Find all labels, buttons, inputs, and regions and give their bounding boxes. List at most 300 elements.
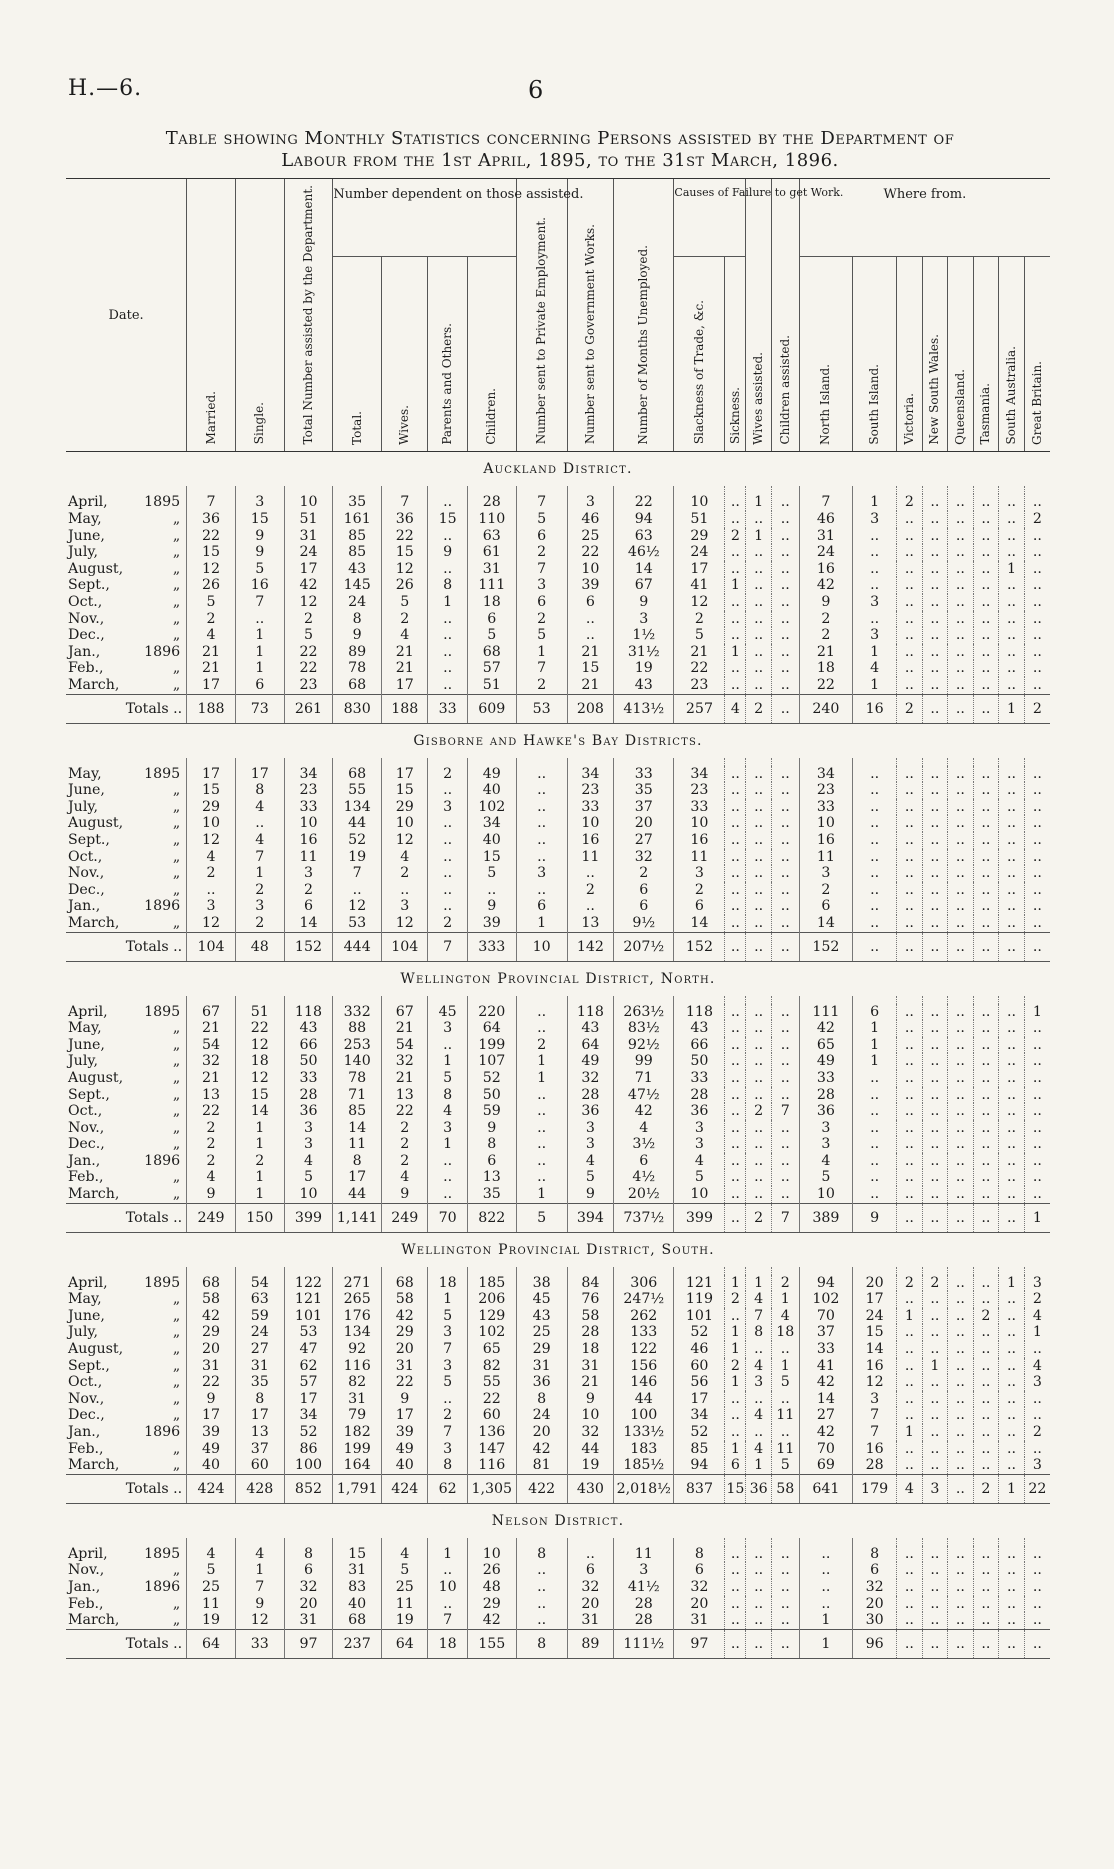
value-cell: ..: [897, 1579, 923, 1596]
value-cell: 78: [333, 660, 382, 677]
total-value-cell: 33: [235, 1629, 284, 1658]
value-cell: 1: [853, 494, 897, 511]
value-cell: 8: [516, 1546, 567, 1563]
value-cell: 42: [799, 1020, 852, 1037]
value-cell: ..: [799, 1579, 852, 1596]
total-value-cell: 15: [725, 1474, 746, 1503]
value-cell: ..: [973, 1324, 999, 1341]
spacer-cell: [567, 486, 613, 494]
value-cell: 1½: [614, 627, 674, 644]
value-cell: 1: [235, 1562, 284, 1579]
value-cell: 32: [567, 1579, 613, 1596]
spacer-cell: [567, 1267, 613, 1275]
value-cell: ..: [516, 1562, 567, 1579]
table-row: [66, 1358, 1050, 1375]
value-cell: 41: [799, 1358, 852, 1375]
total-value-cell: 179: [853, 1474, 897, 1503]
value-cell: ..: [725, 898, 746, 915]
value-cell: 28: [467, 494, 516, 511]
spacer-cell: [948, 996, 974, 1004]
value-cell: 46: [674, 1341, 725, 1358]
table-title-line-1: Table showing Monthly Statistics concerning Persons assisted by the Department of: [165, 128, 955, 149]
value-cell: ..: [853, 915, 897, 932]
spacer-cell: [467, 486, 516, 494]
value-cell: ..: [897, 660, 923, 677]
value-cell: 2: [674, 882, 725, 899]
value-cell: 1: [771, 1358, 799, 1375]
value-cell: 9: [382, 1391, 428, 1408]
spacer-row: [66, 486, 1050, 494]
value-cell: ..: [725, 782, 746, 799]
value-cell: ..: [725, 865, 746, 882]
spacer-cell: [235, 1538, 284, 1546]
value-cell: 3: [799, 1136, 852, 1153]
value-cell: ..: [746, 766, 772, 783]
value-cell: 2: [382, 611, 428, 628]
value-cell: ..: [948, 627, 974, 644]
value-cell: ..: [999, 1441, 1025, 1458]
value-cell: ..: [973, 849, 999, 866]
value-cell: 145: [333, 577, 382, 594]
table-row: [66, 1103, 1050, 1120]
value-cell: ..: [187, 882, 236, 899]
value-cell: ..: [948, 1291, 974, 1308]
value-cell: 4: [1024, 1308, 1050, 1325]
value-cell: 2: [187, 1136, 236, 1153]
value-cell: ..: [746, 832, 772, 849]
value-cell: ..: [746, 799, 772, 816]
value-cell: ..: [999, 1407, 1025, 1424]
table-row: [66, 1374, 1050, 1391]
value-cell: 49: [567, 1053, 613, 1070]
value-cell: 22: [284, 644, 333, 661]
value-cell: 18: [799, 660, 852, 677]
value-cell: ..: [897, 915, 923, 932]
value-cell: ..: [999, 849, 1025, 866]
month-cell: August,: [68, 560, 124, 577]
value-cell: 7: [428, 1341, 467, 1358]
value-cell: ..: [973, 1037, 999, 1054]
value-cell: 18: [771, 1324, 799, 1341]
value-cell: ..: [746, 915, 772, 932]
col-parents: [428, 256, 467, 452]
value-cell: 22: [614, 494, 674, 511]
value-cell: 1: [516, 1053, 567, 1070]
total-value-cell: 8: [516, 1629, 567, 1658]
value-cell: 101: [284, 1308, 333, 1325]
value-cell: 5: [187, 1562, 236, 1579]
table-row: [66, 660, 1050, 677]
value-cell: 2: [428, 1407, 467, 1424]
year-cell: 1895: [144, 1545, 181, 1562]
value-cell: 3: [567, 494, 613, 511]
value-cell: 11: [771, 1441, 799, 1458]
col-wives-label: Wives.: [397, 404, 412, 445]
value-cell: 42: [382, 1308, 428, 1325]
value-cell: ..: [746, 577, 772, 594]
value-cell: ..: [948, 1308, 974, 1325]
value-cell: ..: [853, 882, 897, 899]
spacer-cell: [973, 996, 999, 1004]
value-cell: 27: [235, 1341, 284, 1358]
district-heading-row: [66, 1232, 1050, 1267]
value-cell: 31: [799, 528, 852, 545]
value-cell: ..: [999, 594, 1025, 611]
value-cell: ..: [897, 528, 923, 545]
value-cell: 44: [333, 1186, 382, 1203]
value-cell: ..: [725, 1407, 746, 1424]
year-cell: 1896: [144, 898, 181, 915]
spacer-cell: [382, 486, 428, 494]
value-cell: 2: [674, 611, 725, 628]
value-cell: 36: [382, 511, 428, 528]
value-cell: 21: [567, 644, 613, 661]
value-cell: ..: [897, 1596, 923, 1613]
value-cell: 71: [333, 1087, 382, 1104]
value-cell: ..: [771, 815, 799, 832]
spacer-cell: [1024, 758, 1050, 766]
district-name: Wellington Provincial District, North.: [400, 970, 716, 987]
value-cell: 5: [771, 1457, 799, 1474]
spacer-cell: [187, 996, 236, 1004]
value-cell: 22: [187, 1103, 236, 1120]
table-row: [66, 1612, 1050, 1629]
value-cell: ..: [725, 1169, 746, 1186]
value-cell: 110: [467, 511, 516, 528]
totals-row: [66, 932, 1050, 961]
year-cell: „: [172, 527, 181, 544]
spacer-cell: [799, 996, 852, 1004]
value-cell: 6: [516, 594, 567, 611]
value-cell: ..: [1024, 660, 1050, 677]
value-cell: ..: [516, 1004, 567, 1021]
value-cell: 94: [799, 1275, 852, 1292]
value-cell: 156: [614, 1358, 674, 1375]
value-cell: 11: [187, 1596, 236, 1613]
month-cell: April,: [68, 494, 108, 511]
spacer-cell: [1024, 996, 1050, 1004]
spacer-cell: [897, 486, 923, 494]
year-cell: „: [172, 1341, 181, 1358]
value-cell: ..: [428, 782, 467, 799]
value-cell: ..: [897, 1120, 923, 1137]
value-cell: 33: [567, 799, 613, 816]
value-cell: 2: [725, 1358, 746, 1375]
value-cell: ..: [948, 882, 974, 899]
col-govt: [567, 179, 613, 452]
value-cell: ..: [922, 1186, 948, 1203]
value-cell: ..: [999, 1308, 1025, 1325]
value-cell: 5: [516, 627, 567, 644]
value-cell: ..: [771, 782, 799, 799]
value-cell: ..: [897, 1341, 923, 1358]
value-cell: ..: [922, 1087, 948, 1104]
value-cell: 21: [567, 1374, 613, 1391]
table-title-line-2: Labour from the 1st April, 1895, to the 31st March, 1896.: [281, 150, 839, 171]
value-cell: ..: [999, 782, 1025, 799]
value-cell: ..: [948, 544, 974, 561]
value-cell: ..: [725, 915, 746, 932]
value-cell: ..: [973, 782, 999, 799]
value-cell: ..: [567, 627, 613, 644]
value-cell: 1: [746, 528, 772, 545]
value-cell: 3: [674, 1120, 725, 1137]
value-cell: ..: [897, 1374, 923, 1391]
value-cell: ..: [516, 1136, 567, 1153]
value-cell: 2: [799, 882, 852, 899]
value-cell: ..: [897, 1562, 923, 1579]
value-cell: 10: [799, 1186, 852, 1203]
value-cell: ..: [897, 1407, 923, 1424]
value-cell: 2: [187, 865, 236, 882]
value-cell: 262: [614, 1308, 674, 1325]
value-cell: ..: [516, 1153, 567, 1170]
total-value-cell: 33: [428, 694, 467, 723]
value-cell: ..: [746, 1391, 772, 1408]
value-cell: 164: [333, 1457, 382, 1474]
value-cell: 31: [235, 1358, 284, 1375]
district-name: Wellington Provincial District, South.: [401, 1241, 715, 1258]
value-cell: ..: [999, 577, 1025, 594]
value-cell: 68: [467, 644, 516, 661]
spacer-cell: [284, 758, 333, 766]
value-cell: 21: [382, 644, 428, 661]
value-cell: 220: [467, 1004, 516, 1021]
value-cell: 6: [853, 1004, 897, 1021]
value-cell: ..: [746, 1562, 772, 1579]
spacer-cell: [136, 1267, 187, 1275]
value-cell: 102: [799, 1291, 852, 1308]
value-cell: 3: [853, 511, 897, 528]
value-cell: ..: [771, 511, 799, 528]
col-private: [516, 179, 567, 452]
value-cell: 12: [333, 898, 382, 915]
total-value-cell: 430: [567, 1474, 613, 1503]
value-cell: 4: [187, 1169, 236, 1186]
table-row: [66, 644, 1050, 661]
value-cell: ..: [1024, 1103, 1050, 1120]
value-cell: 3: [235, 898, 284, 915]
value-cell: 43: [614, 677, 674, 694]
value-cell: ..: [428, 1562, 467, 1579]
totals-label: Totals ..: [66, 1203, 187, 1232]
value-cell: ..: [853, 815, 897, 832]
col-slackness: [674, 256, 725, 452]
value-cell: ..: [746, 1136, 772, 1153]
value-cell: ..: [746, 1169, 772, 1186]
value-cell: 6: [614, 1153, 674, 1170]
spacer-cell: [999, 758, 1025, 766]
spacer-cell: [674, 486, 725, 494]
value-cell: ..: [999, 1341, 1025, 1358]
value-cell: 10: [382, 815, 428, 832]
value-cell: 2: [725, 528, 746, 545]
value-cell: ..: [428, 611, 467, 628]
value-cell: ..: [1024, 1612, 1050, 1629]
value-cell: 3: [235, 494, 284, 511]
value-cell: ..: [516, 766, 567, 783]
value-cell: 39: [467, 915, 516, 932]
value-cell: 5: [674, 627, 725, 644]
value-cell: 11: [333, 1136, 382, 1153]
value-cell: ..: [853, 1153, 897, 1170]
value-cell: 15: [187, 544, 236, 561]
col-group-where-from: Where from.: [799, 179, 1050, 257]
value-cell: ..: [725, 494, 746, 511]
total-value-cell: 424: [382, 1474, 428, 1503]
value-cell: ..: [1024, 1186, 1050, 1203]
col-nsw: [922, 256, 948, 452]
total-value-cell: ..: [999, 932, 1025, 961]
value-cell: 49: [799, 1053, 852, 1070]
value-cell: 13: [467, 1169, 516, 1186]
total-value-cell: 1,791: [333, 1474, 382, 1503]
value-cell: ..: [999, 1546, 1025, 1563]
total-value-cell: 422: [516, 1474, 567, 1503]
value-cell: 306: [614, 1275, 674, 1292]
value-cell: ..: [771, 1120, 799, 1137]
value-cell: 36: [516, 1374, 567, 1391]
spacer-cell: [1024, 1538, 1050, 1546]
value-cell: 9: [467, 1120, 516, 1137]
value-cell: ..: [725, 1087, 746, 1104]
value-cell: 2: [922, 1275, 948, 1292]
value-cell: 66: [674, 1037, 725, 1054]
spacer-cell: [136, 758, 187, 766]
value-cell: 12: [382, 915, 428, 932]
value-cell: 42: [187, 1308, 236, 1325]
value-cell: ..: [897, 882, 923, 899]
value-cell: ..: [948, 1004, 974, 1021]
value-cell: 4: [746, 1407, 772, 1424]
value-cell: ..: [897, 644, 923, 661]
value-cell: 55: [467, 1374, 516, 1391]
value-cell: 29: [674, 528, 725, 545]
value-cell: ..: [771, 849, 799, 866]
value-cell: 49: [187, 1441, 236, 1458]
value-cell: ..: [1024, 1407, 1050, 1424]
total-value-cell: 4: [897, 1474, 923, 1503]
value-cell: ..: [853, 898, 897, 915]
spacer-cell: [999, 1267, 1025, 1275]
value-cell: 3: [284, 865, 333, 882]
value-cell: ..: [771, 1391, 799, 1408]
value-cell: 42: [799, 1424, 852, 1441]
value-cell: 1: [853, 1037, 897, 1054]
value-cell: ..: [1024, 494, 1050, 511]
value-cell: 6: [516, 528, 567, 545]
spacer-cell: [428, 1538, 467, 1546]
col-date: Date.: [66, 179, 187, 452]
value-cell: 5: [799, 1169, 852, 1186]
value-cell: 21: [187, 1020, 236, 1037]
value-cell: ..: [746, 1424, 772, 1441]
totals-row: [66, 1203, 1050, 1232]
value-cell: ..: [999, 627, 1025, 644]
value-cell: 3: [284, 1120, 333, 1137]
value-cell: ..: [771, 561, 799, 578]
total-value-cell: 62: [428, 1474, 467, 1503]
value-cell: 111: [467, 577, 516, 594]
value-cell: ..: [922, 660, 948, 677]
total-value-cell: 1: [999, 694, 1025, 723]
value-cell: 10: [567, 815, 613, 832]
value-cell: ..: [746, 1037, 772, 1054]
value-cell: 33: [799, 799, 852, 816]
value-cell: ..: [973, 561, 999, 578]
value-cell: 12: [235, 1037, 284, 1054]
value-cell: 4: [284, 1153, 333, 1170]
value-cell: 15: [467, 849, 516, 866]
value-cell: 33: [614, 766, 674, 783]
value-cell: ..: [948, 1441, 974, 1458]
value-cell: 22: [187, 528, 236, 545]
value-cell: ..: [999, 1103, 1025, 1120]
value-cell: ..: [428, 832, 467, 849]
value-cell: ..: [771, 528, 799, 545]
value-cell: ..: [897, 1441, 923, 1458]
col-dep-total-label: Total.: [349, 410, 364, 445]
value-cell: ..: [1024, 1169, 1050, 1186]
col-north-island-label: North Island.: [818, 363, 833, 445]
year-cell: „: [172, 660, 181, 677]
value-cell: ..: [1024, 594, 1050, 611]
total-value-cell: ..: [948, 1474, 974, 1503]
value-cell: ..: [922, 1596, 948, 1613]
value-cell: ..: [948, 1546, 974, 1563]
value-cell: 42: [516, 1441, 567, 1458]
value-cell: ..: [897, 594, 923, 611]
value-cell: 70: [799, 1441, 852, 1458]
value-cell: ..: [725, 815, 746, 832]
value-cell: ..: [922, 1407, 948, 1424]
spacer-cell: [948, 486, 974, 494]
value-cell: 85: [333, 544, 382, 561]
total-value-cell: ..: [746, 932, 772, 961]
value-cell: 1: [516, 1186, 567, 1203]
value-cell: ..: [725, 627, 746, 644]
value-cell: ..: [922, 1308, 948, 1325]
total-value-cell: ..: [948, 694, 974, 723]
value-cell: 7: [516, 494, 567, 511]
value-cell: 58: [187, 1291, 236, 1308]
value-cell: 43: [516, 1308, 567, 1325]
value-cell: 134: [333, 799, 382, 816]
month-cell: March,: [68, 914, 120, 931]
value-cell: ..: [999, 1169, 1025, 1186]
value-cell: 2: [973, 1308, 999, 1325]
value-cell: 10: [799, 815, 852, 832]
spacer-cell: [467, 1267, 516, 1275]
total-value-cell: ..: [897, 1629, 923, 1658]
value-cell: ..: [897, 1103, 923, 1120]
spacer-cell: [187, 486, 236, 494]
value-cell: 116: [467, 1457, 516, 1474]
value-cell: ..: [973, 1579, 999, 1596]
value-cell: ..: [922, 1441, 948, 1458]
value-cell: ..: [973, 1341, 999, 1358]
value-cell: 265: [333, 1291, 382, 1308]
value-cell: ..: [897, 865, 923, 882]
value-cell: ..: [725, 594, 746, 611]
value-cell: ..: [922, 915, 948, 932]
value-cell: 9: [333, 627, 382, 644]
value-cell: 17: [333, 1169, 382, 1186]
value-cell: ..: [999, 766, 1025, 783]
value-cell: ..: [999, 1136, 1025, 1153]
value-cell: ..: [973, 1153, 999, 1170]
value-cell: 12: [187, 561, 236, 578]
